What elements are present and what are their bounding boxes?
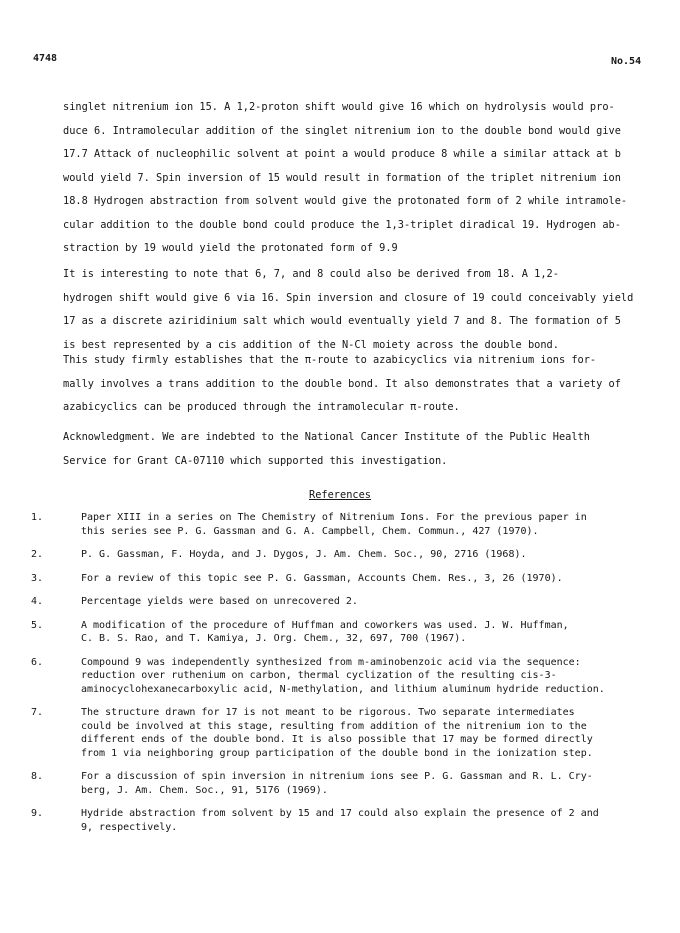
- reference-number: 1.: [31, 512, 44, 523]
- text-line: For a review of this topic see P. G. Gassman, Accounts Chem. Res., 3, 26 (1970).: [81, 572, 563, 584]
- text-line: Percentage yields were based on unrecovered 2.: [81, 596, 358, 607]
- reference-number: 6.: [31, 656, 44, 668]
- text-line: Acknowledgment. We are indebted to the National Cancer Institute of the Public Health: [63, 431, 590, 443]
- acknowledgment: [63, 426, 623, 473]
- reference-item: [31, 572, 611, 586]
- reference-item: [31, 511, 611, 538]
- references-heading: References: [309, 489, 371, 501]
- text-line: For a discussion of spin inversion in nitrenium ions see P. G. Gassman and R. L. Cry-: [81, 771, 593, 782]
- reference-list: [31, 511, 611, 844]
- text-line: could be involved at this stage, resulting from addition of the nitrenium ion to the: [81, 720, 587, 732]
- text-line: Service for Grant CA-07110 which supported this investigation.: [63, 454, 448, 467]
- paragraph-conclusion: [63, 349, 623, 420]
- text-line: azabicyclics can be produced through the intramolecular π-route.: [63, 401, 460, 413]
- text-line: This study firmly establishes that the π-route to azabicyclics via nitrenium ions for-: [63, 354, 597, 366]
- reference-number: 3.: [31, 572, 44, 584]
- reference-number: 8.: [31, 771, 44, 782]
- text-line: straction by 19 would yield the protonated form of 9.9: [63, 242, 398, 254]
- text-line: would yield 7. Spin inversion of 15 would result in formation of the triplet nitrenium ion: [63, 171, 621, 184]
- text-line: C. B. S. Rao, and T. Kamiya, J. Org. Chem., 32, 697, 700 (1967).: [81, 633, 467, 644]
- text-line: this series see P. G. Gassman and G. A. Campbell, Chem. Commun., 427 (1970).: [81, 525, 539, 537]
- reference-number: 9.: [31, 808, 44, 819]
- reference-item: [31, 619, 611, 646]
- text-line: mally involves a trans addition to the double bond. It also demonstrates that a variety of: [63, 377, 621, 390]
- reference-item: [31, 770, 611, 797]
- reference-item: [31, 656, 611, 697]
- text-line: 18.8 Hydrogen abstraction from solvent would give the protonated form of 2 while intramole-: [63, 195, 628, 207]
- text-line: from 1 via neighboring group participation of the double bond in the ionization step.: [81, 747, 593, 759]
- reference-item: [31, 548, 611, 562]
- text-line: duce 6. Intramolecular addition of the singlet nitrenium ion to the double bond would give: [63, 124, 621, 137]
- reference-number: 4.: [31, 596, 44, 607]
- reference-number: 7.: [31, 707, 44, 718]
- paragraph-mechanism: [63, 96, 628, 261]
- text-line: Hydride abstraction from solvent by 15 and 17 could also explain the presence of 2 and: [81, 808, 599, 819]
- text-line: The structure drawn for 17 is not meant to be rigorous. Two separate intermediates: [81, 707, 575, 718]
- page-number: 4748: [33, 53, 58, 64]
- text-line: It is interesting to note that 6, 7, and 8 could also be derived from 18. A 1,2-: [63, 268, 559, 280]
- reference-item: [31, 706, 611, 760]
- reference-item: [31, 595, 611, 609]
- text-line: different ends of the double bond. It is also possible that 17 may be formed directly: [81, 734, 593, 745]
- text-line: 17.7 Attack of nucleophilic solvent at point a would produce 8 while a similar attack at b: [63, 148, 621, 160]
- reference-number: 2.: [31, 549, 44, 560]
- text-line: A modification of the procedure of Huffman and coworkers was used. J. W. Huffman,: [81, 619, 569, 631]
- text-line: hydrogen shift would give 6 via 16. Spin inversion and closure of 19 could conceivably yield: [63, 291, 634, 304]
- text-line: berg, J. Am. Chem. Soc., 91, 5176 (1969).: [81, 784, 328, 796]
- text-line: P. G. Gassman, F. Hoyda, and J. Dygos, J. Am. Chem. Soc., 90, 2716 (1968).: [81, 549, 527, 560]
- reference-item: [31, 807, 611, 834]
- text-line: cular addition to the double bond could produce the 1,3-triplet diradical 19. Hydrogen ab-: [63, 218, 621, 231]
- text-line: Compound 9 was independently synthesized from m-aminobenzoic acid via the sequence:: [81, 656, 581, 668]
- paragraph-derivation: [63, 263, 634, 357]
- text-line: 17 as a discrete aziridinium salt which would eventually yield 7 and 8. The formation of 5: [63, 315, 621, 327]
- text-line: is best represented by a cis addition of the N-Cl moiety across the double bond.: [63, 338, 559, 351]
- text-line: aminocyclohexanecarboxylic acid, N-methylation, and lithium aluminum hydride reduction.: [81, 683, 605, 695]
- text-line: 9, respectively.: [81, 821, 178, 833]
- journal-issue-number: No.54: [611, 56, 642, 67]
- reference-number: 5.: [31, 619, 44, 631]
- text-line: Paper XIII in a series on The Chemistry of Nitrenium Ions. For the previous paper in: [81, 512, 587, 523]
- text-line: singlet nitrenium ion 15. A 1,2-proton shift would give 16 which on hydrolysis would pro-: [63, 101, 615, 113]
- text-line: reduction over ruthenium on carbon, thermal cyclization of the resulting cis-3-: [81, 670, 557, 681]
